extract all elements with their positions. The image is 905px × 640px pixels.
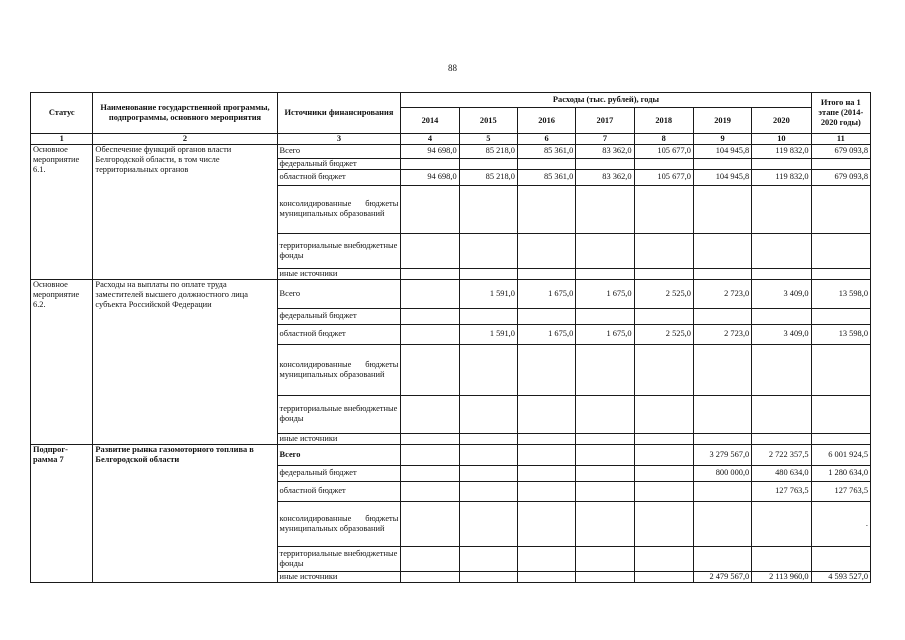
value-cell <box>517 465 575 481</box>
value-cell <box>693 481 751 501</box>
value-cell: 85 218,0 <box>459 144 517 158</box>
value-cell: 2 525,0 <box>634 324 693 344</box>
source-cell: иные источники <box>277 571 401 582</box>
total-cell <box>811 344 870 395</box>
status-cell: Подпрог-рамма 7 <box>31 444 93 582</box>
value-cell <box>576 185 634 233</box>
total-cell: 4 593 527,0 <box>811 571 870 582</box>
value-cell <box>401 481 459 501</box>
value-cell <box>693 501 751 546</box>
value-cell: 2 113 960,0 <box>752 571 811 582</box>
column-number: 11 <box>811 134 870 145</box>
total-cell <box>811 395 870 433</box>
value-cell <box>401 433 459 444</box>
total-cell <box>811 546 870 571</box>
value-cell: 3 409,0 <box>752 324 811 344</box>
table-row <box>31 279 871 308</box>
value-cell <box>634 308 693 324</box>
value-cell <box>752 158 811 169</box>
value-cell <box>517 571 575 582</box>
source-cell: территориальные внебюджетные фонды <box>277 546 401 571</box>
value-cell <box>517 395 575 433</box>
value-cell <box>576 546 634 571</box>
value-cell <box>401 344 459 395</box>
source-cell: федеральный бюджет <box>277 158 401 169</box>
header-status: Статус <box>31 93 93 134</box>
source-cell: Всего <box>277 444 401 465</box>
table-row <box>31 444 871 465</box>
budget-table <box>30 92 871 583</box>
value-cell <box>459 465 517 481</box>
column-number: 4 <box>401 134 459 145</box>
column-number-row <box>31 134 871 145</box>
total-cell: 1 280 634,0 <box>811 465 870 481</box>
value-cell <box>459 546 517 571</box>
status-cell: Основное мероприятие 6.1. <box>31 144 93 279</box>
value-cell <box>752 433 811 444</box>
value-cell <box>693 546 751 571</box>
total-cell: . <box>811 501 870 546</box>
value-cell: 94 698,0 <box>401 169 459 185</box>
value-cell <box>459 308 517 324</box>
source-cell: консолидированные бюджеты муниципальных образований <box>277 344 401 395</box>
source-cell: иные источники <box>277 433 401 444</box>
value-cell: 83 362,0 <box>576 144 634 158</box>
column-number: 10 <box>752 134 811 145</box>
value-cell <box>752 308 811 324</box>
source-cell: иные источники <box>277 268 401 279</box>
value-cell: 1 591,0 <box>459 279 517 308</box>
column-number: 2 <box>93 134 277 145</box>
value-cell <box>576 444 634 465</box>
total-cell <box>811 233 870 268</box>
column-number: 1 <box>31 134 93 145</box>
value-cell <box>401 444 459 465</box>
program-name-cell: Развитие рынка газомоторного топлива в Белгородской области <box>93 444 277 582</box>
value-cell: 119 832,0 <box>752 169 811 185</box>
value-cell <box>401 546 459 571</box>
value-cell <box>576 395 634 433</box>
value-cell <box>576 501 634 546</box>
program-name-cell: Расходы на выплаты по оплате труда заместителей высшего должностного лица субъекта Российской Федерации <box>93 279 277 444</box>
value-cell: 105 677,0 <box>634 144 693 158</box>
value-cell <box>401 268 459 279</box>
value-cell: 3 409,0 <box>752 279 811 308</box>
value-cell: 2 479 567,0 <box>693 571 751 582</box>
value-cell <box>459 395 517 433</box>
total-cell: 13 598,0 <box>811 324 870 344</box>
value-cell <box>459 444 517 465</box>
total-cell <box>811 433 870 444</box>
value-cell: 1 675,0 <box>517 324 575 344</box>
value-cell <box>401 233 459 268</box>
value-cell <box>401 158 459 169</box>
value-cell <box>634 433 693 444</box>
value-cell <box>517 158 575 169</box>
value-cell <box>634 465 693 481</box>
value-cell: 85 361,0 <box>517 169 575 185</box>
value-cell <box>517 481 575 501</box>
value-cell <box>576 433 634 444</box>
value-cell <box>693 185 751 233</box>
value-cell <box>576 158 634 169</box>
value-cell <box>634 571 693 582</box>
source-cell: федеральный бюджет <box>277 465 401 481</box>
value-cell <box>634 268 693 279</box>
value-cell <box>459 185 517 233</box>
column-number: 6 <box>517 134 575 145</box>
value-cell <box>517 268 575 279</box>
status-cell: Основное мероприятие 6.2. <box>31 279 93 444</box>
value-cell: 480 634,0 <box>752 465 811 481</box>
header-year: 2015 <box>459 108 517 134</box>
value-cell: 119 832,0 <box>752 144 811 158</box>
value-cell <box>459 268 517 279</box>
column-number: 9 <box>693 134 751 145</box>
source-cell: областной бюджет <box>277 169 401 185</box>
value-cell <box>634 395 693 433</box>
value-cell: 104 945,8 <box>693 169 751 185</box>
value-cell <box>693 268 751 279</box>
value-cell <box>634 501 693 546</box>
value-cell <box>693 344 751 395</box>
value-cell <box>576 233 634 268</box>
table-row <box>31 144 871 158</box>
value-cell: 83 362,0 <box>576 169 634 185</box>
total-cell <box>811 308 870 324</box>
source-cell: территориальные внебюджетные фонды <box>277 395 401 433</box>
value-cell <box>401 465 459 481</box>
value-cell <box>634 185 693 233</box>
value-cell <box>459 433 517 444</box>
header-name: Наименование государственной программы, подпрограммы, основного мероприятия <box>93 93 277 134</box>
value-cell <box>517 501 575 546</box>
source-cell: областной бюджет <box>277 481 401 501</box>
value-cell: 3 279 567,0 <box>693 444 751 465</box>
value-cell <box>576 465 634 481</box>
value-cell: 1 675,0 <box>576 324 634 344</box>
value-cell <box>634 481 693 501</box>
value-cell <box>459 344 517 395</box>
value-cell <box>752 233 811 268</box>
source-cell: консолидированные бюджеты муниципальных образований <box>277 501 401 546</box>
value-cell: 1 675,0 <box>517 279 575 308</box>
value-cell <box>459 158 517 169</box>
value-cell: 2 722 357,5 <box>752 444 811 465</box>
total-cell: 679 093,8 <box>811 144 870 158</box>
value-cell <box>401 185 459 233</box>
value-cell <box>401 501 459 546</box>
value-cell <box>752 546 811 571</box>
value-cell <box>517 233 575 268</box>
value-cell <box>517 308 575 324</box>
header-total: Итого на 1 этапе (2014-2020 годы) <box>811 93 870 134</box>
value-cell: 85 218,0 <box>459 169 517 185</box>
total-cell: 127 763,5 <box>811 481 870 501</box>
table-body <box>31 144 871 582</box>
value-cell: 1 591,0 <box>459 324 517 344</box>
value-cell <box>693 433 751 444</box>
header-sources: Источники финансирования <box>277 93 401 134</box>
total-cell <box>811 158 870 169</box>
source-cell: консолидированные бюджеты муниципальных образований <box>277 185 401 233</box>
value-cell <box>576 571 634 582</box>
header-year: 2016 <box>517 108 575 134</box>
column-number: 5 <box>459 134 517 145</box>
value-cell <box>752 395 811 433</box>
source-cell: федеральный бюджет <box>277 308 401 324</box>
value-cell <box>517 546 575 571</box>
value-cell <box>576 344 634 395</box>
value-cell: 105 677,0 <box>634 169 693 185</box>
value-cell <box>752 268 811 279</box>
column-number: 8 <box>634 134 693 145</box>
value-cell <box>634 158 693 169</box>
value-cell <box>693 158 751 169</box>
header-year: 2017 <box>576 108 634 134</box>
header-year: 2019 <box>693 108 751 134</box>
value-cell <box>634 546 693 571</box>
value-cell <box>459 571 517 582</box>
value-cell <box>517 185 575 233</box>
value-cell <box>459 233 517 268</box>
header-year: 2020 <box>752 108 811 134</box>
value-cell <box>401 308 459 324</box>
value-cell: 85 361,0 <box>517 144 575 158</box>
value-cell: 2 723,0 <box>693 324 751 344</box>
value-cell <box>693 395 751 433</box>
source-cell: Всего <box>277 144 401 158</box>
value-cell <box>401 571 459 582</box>
value-cell <box>517 433 575 444</box>
value-cell <box>401 279 459 308</box>
value-cell <box>576 268 634 279</box>
value-cell <box>517 444 575 465</box>
column-number: 3 <box>277 134 401 145</box>
total-cell: 6 001 924,5 <box>811 444 870 465</box>
total-cell: 13 598,0 <box>811 279 870 308</box>
header-year: 2014 <box>401 108 459 134</box>
total-cell <box>811 185 870 233</box>
value-cell: 1 675,0 <box>576 279 634 308</box>
value-cell <box>752 185 811 233</box>
value-cell <box>634 344 693 395</box>
value-cell <box>693 233 751 268</box>
value-cell <box>401 395 459 433</box>
value-cell: 127 763,5 <box>752 481 811 501</box>
value-cell <box>401 324 459 344</box>
value-cell <box>634 233 693 268</box>
header-year: 2018 <box>634 108 693 134</box>
source-cell: Всего <box>277 279 401 308</box>
column-number: 7 <box>576 134 634 145</box>
value-cell: 800 000,0 <box>693 465 751 481</box>
value-cell <box>752 501 811 546</box>
source-cell: областной бюджет <box>277 324 401 344</box>
value-cell <box>634 444 693 465</box>
value-cell: 2 723,0 <box>693 279 751 308</box>
value-cell: 104 945,8 <box>693 144 751 158</box>
value-cell <box>752 344 811 395</box>
value-cell <box>693 308 751 324</box>
header-expenses: Расходы (тыс. рублей), годы <box>401 93 811 108</box>
value-cell: 2 525,0 <box>634 279 693 308</box>
value-cell <box>576 481 634 501</box>
value-cell <box>517 344 575 395</box>
source-cell: территориальные внебюджетные фонды <box>277 233 401 268</box>
value-cell <box>576 308 634 324</box>
value-cell <box>459 501 517 546</box>
program-name-cell: Обеспечение функций органов власти Белгородской области, в том числе территориальных органов <box>93 144 277 279</box>
value-cell: 94 698,0 <box>401 144 459 158</box>
total-cell <box>811 268 870 279</box>
total-cell: 679 093,8 <box>811 169 870 185</box>
value-cell <box>459 481 517 501</box>
page-number: 88 <box>448 63 457 73</box>
